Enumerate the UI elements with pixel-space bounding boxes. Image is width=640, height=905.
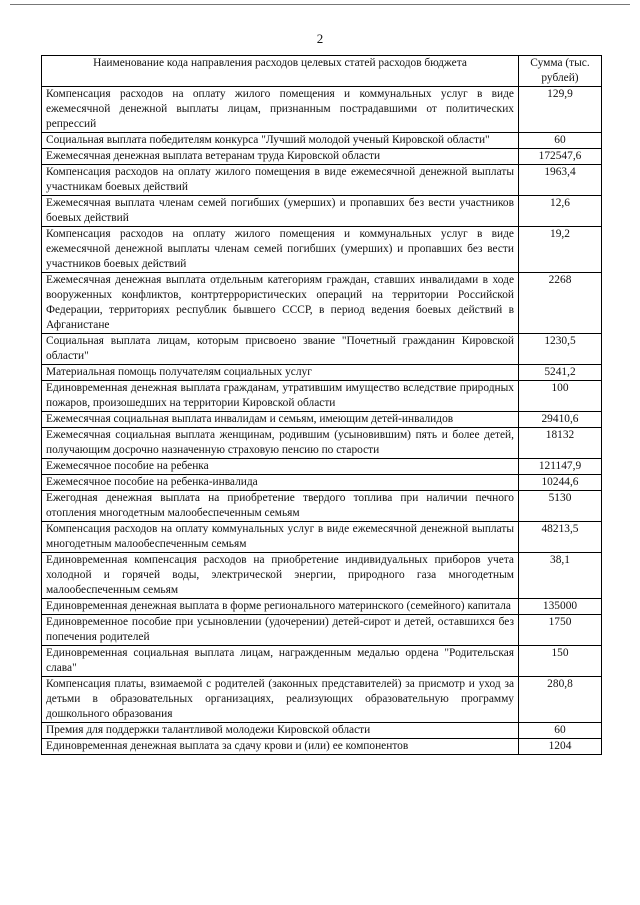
- amount-cell: 100: [519, 381, 602, 412]
- amount-cell: 5241,2: [519, 365, 602, 381]
- amount-cell: 29410,6: [519, 412, 602, 428]
- budget-table: [41, 55, 602, 755]
- amount-cell: 19,2: [519, 227, 602, 273]
- expense-name-cell: Единовременная денежная выплата гражданам, утратившим имущество вследствие природных пожаров, произошедших на территории Кировской области: [42, 381, 519, 412]
- expense-name-cell: Ежемесячная денежная выплата отдельным категориям граждан, ставших инвалидами в ходе вооруженных конфликтов, контртеррористических операций на территории Российской Федерации, территориях республик бывшего СССР, в период ведения боевых действий в Афганистане: [42, 273, 519, 334]
- table-row: [42, 677, 602, 723]
- expense-name-cell: Компенсация расходов на оплату жилого помещения и коммунальных услуг в виде ежемесячной денежной выплаты членам семей погибших (умерших) и пропавших без вести участников боевых действий: [42, 227, 519, 273]
- page-number: 2: [316, 31, 324, 46]
- table-row: [42, 599, 602, 615]
- table-row: [42, 412, 602, 428]
- table-row: [42, 133, 602, 149]
- expense-name-cell: Компенсация расходов на оплату жилого помещения в виде ежемесячной денежной выплаты участникам боевых действий: [42, 165, 519, 196]
- amount-cell: 135000: [519, 599, 602, 615]
- header-sum: Сумма (тыс. рублей): [519, 56, 602, 87]
- expense-name-cell: Единовременное пособие при усыновлении (удочерении) детей-сирот и детей, оставшихся без попечения родителей: [42, 615, 519, 646]
- top-rule: [10, 4, 630, 5]
- expense-name-cell: Ежемесячная выплата членам семей погибших (умерших) и пропавших без вести участников боевых действий: [42, 196, 519, 227]
- expense-name-cell: Компенсация расходов на оплату коммунальных услуг в виде ежемесячной денежной выплаты многодетным малообеспеченным семьям: [42, 522, 519, 553]
- expense-name-cell: Ежемесячная социальная выплата инвалидам и семьям, имеющим детей-инвалидов: [42, 412, 519, 428]
- amount-cell: 121147,9: [519, 459, 602, 475]
- table-row: [42, 723, 602, 739]
- expense-name-cell: Премия для поддержки талантливой молодежи Кировской области: [42, 723, 519, 739]
- table-row: [42, 522, 602, 553]
- amount-cell: 1204: [519, 739, 602, 755]
- amount-cell: 150: [519, 646, 602, 677]
- table-row: [42, 381, 602, 412]
- expense-name-cell: Компенсация расходов на оплату жилого помещения и коммунальных услуг в виде ежемесячной денежной выплаты лицам, признанным пострадавшими от политических репрессий: [42, 87, 519, 133]
- table-row: [42, 615, 602, 646]
- expense-name-cell: Ежемесячное пособие на ребенка: [42, 459, 519, 475]
- expense-name-cell: Ежемесячная социальная выплата женщинам, родившим (усыновившим) пять и более детей, получающим досрочно назначенную страховую пенсию по старости: [42, 428, 519, 459]
- table-row: [42, 227, 602, 273]
- table-row: [42, 475, 602, 491]
- amount-cell: 18132: [519, 428, 602, 459]
- amount-cell: 10244,6: [519, 475, 602, 491]
- table-row: [42, 334, 602, 365]
- table-row: [42, 87, 602, 133]
- amount-cell: 38,1: [519, 553, 602, 599]
- expense-name-cell: Ежемесячная денежная выплата ветеранам труда Кировской области: [42, 149, 519, 165]
- amount-cell: 129,9: [519, 87, 602, 133]
- amount-cell: 1750: [519, 615, 602, 646]
- table-row: [42, 553, 602, 599]
- amount-cell: 2268: [519, 273, 602, 334]
- expense-name-cell: Материальная помощь получателям социальных услуг: [42, 365, 519, 381]
- expense-name-cell: Единовременная социальная выплата лицам, награжденным медалью ордена "Родительская слава": [42, 646, 519, 677]
- expense-name-cell: Единовременная денежная выплата за сдачу крови и (или) ее компонентов: [42, 739, 519, 755]
- expense-name-cell: Единовременная денежная выплата в форме регионального материнского (семейного) капитала: [42, 599, 519, 615]
- amount-cell: 280,8: [519, 677, 602, 723]
- expense-name-cell: Компенсация платы, взимаемой с родителей (законных представителей) за присмотр и уход за детьми в образовательных организациях, реализующих образовательную программу дошкольного образования: [42, 677, 519, 723]
- expense-name-cell: Единовременная компенсация расходов на приобретение индивидуальных приборов учета холодной и горячей воды, электрической энергии, природного газа многодетным малообеспеченным семьям: [42, 553, 519, 599]
- amount-cell: 5130: [519, 491, 602, 522]
- amount-cell: 1963,4: [519, 165, 602, 196]
- header-name: Наименование кода направления расходов целевых статей расходов бюджета: [42, 56, 519, 87]
- table-row: [42, 739, 602, 755]
- table-row: [42, 365, 602, 381]
- amount-cell: 12,6: [519, 196, 602, 227]
- table-row: [42, 165, 602, 196]
- amount-cell: 60: [519, 133, 602, 149]
- expense-name-cell: Ежемесячное пособие на ребенка-инвалида: [42, 475, 519, 491]
- expense-name-cell: Социальная выплата лицам, которым присвоено звание "Почетный гражданин Кировской области": [42, 334, 519, 365]
- expense-name-cell: Ежегодная денежная выплата на приобретение твердого топлива при наличии печного отопления многодетным малообеспеченным семьям: [42, 491, 519, 522]
- amount-cell: 48213,5: [519, 522, 602, 553]
- expense-name-cell: Социальная выплата победителям конкурса "Лучший молодой ученый Кировской области": [42, 133, 519, 149]
- table-row: [42, 196, 602, 227]
- amount-cell: 60: [519, 723, 602, 739]
- amount-cell: 1230,5: [519, 334, 602, 365]
- table-row: [42, 149, 602, 165]
- table-row: [42, 273, 602, 334]
- table-header-row: [42, 56, 602, 87]
- table-row: [42, 491, 602, 522]
- table-row: [42, 459, 602, 475]
- table-row: [42, 428, 602, 459]
- amount-cell: 172547,6: [519, 149, 602, 165]
- table-row: [42, 646, 602, 677]
